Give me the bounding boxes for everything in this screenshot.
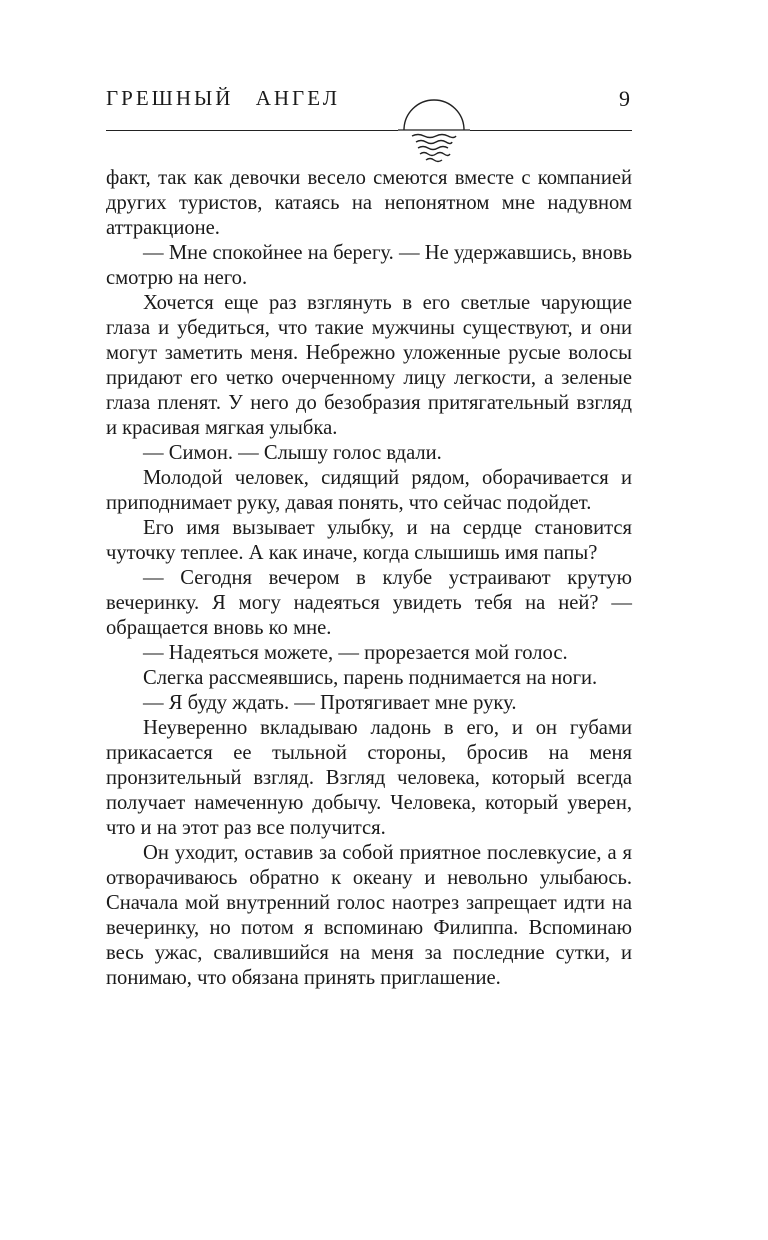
paragraph: Неуверенно вкладываю ладонь в его, и он губами прикасается ее тыльной стороны, бросив на меня пронзительный взгляд. Взгляд человека, который всегда получает намеченную добычу. Человека, который уверен, что и на этот раз все получится.	[106, 717, 632, 839]
page-number: 9	[619, 86, 630, 111]
setting-sun-icon	[398, 98, 470, 166]
body-text	[106, 166, 632, 991]
paragraph: Хочется еще раз взглянуть в его светлые чарующие глаза и убедиться, что такие мужчины существуют, и они могут заметить меня. Небрежно уложенные русые волосы придают его четко очерченному лицу легкости, а зеленые глаза пленят. У него до безобразия притягательный взгляд и красивая мягкая улыбка.	[106, 292, 632, 439]
header-rule	[106, 130, 632, 131]
paragraph: — Симон. — Слышу голос вдали.	[143, 442, 442, 464]
paragraph: Молодой человек, сидящий рядом, оборачивается и приподнимает руку, давая понять, что сейчас подойдет.	[106, 467, 632, 514]
paragraph: факт, так как девочки весело смеются вместе с компанией других туристов, катаясь на непонятном мне надувном аттракционе.	[106, 167, 632, 239]
paragraph: — Надеяться можете, — прорезается мой голос.	[143, 642, 568, 664]
paragraph: — Я буду ждать. — Протягивает мне руку.	[143, 692, 517, 714]
paragraph: — Мне спокойнее на берегу. — Не удержавшись, вновь смотрю на него.	[106, 242, 632, 289]
paragraph: Его имя вызывает улыбку, и на сердце становится чуточку теплее. А как иначе, когда слышишь имя папы?	[106, 517, 632, 564]
paragraph: — Сегодня вечером в клубе устраивают крутую вечеринку. Я могу надеяться увидеть тебя на ней? — обращается вновь ко мне.	[106, 567, 632, 639]
paragraph: Он уходит, оставив за собой приятное послевкусие, а я отворачиваюсь обратно к океану и невольно улыбаюсь. Сначала мой внутренний голос наотрез запрещает идти на вечеринку, но потом я вспоминаю Филиппа. Вспоминаю весь ужас, свалившийся на меня за последние сутки, и понимаю, что обязана принять приглашение.	[106, 842, 632, 989]
running-title: ГРЕШНЫЙ АНГЕЛ	[106, 86, 340, 110]
paragraph: Слегка рассмеявшись, парень поднимается на ноги.	[143, 667, 598, 689]
